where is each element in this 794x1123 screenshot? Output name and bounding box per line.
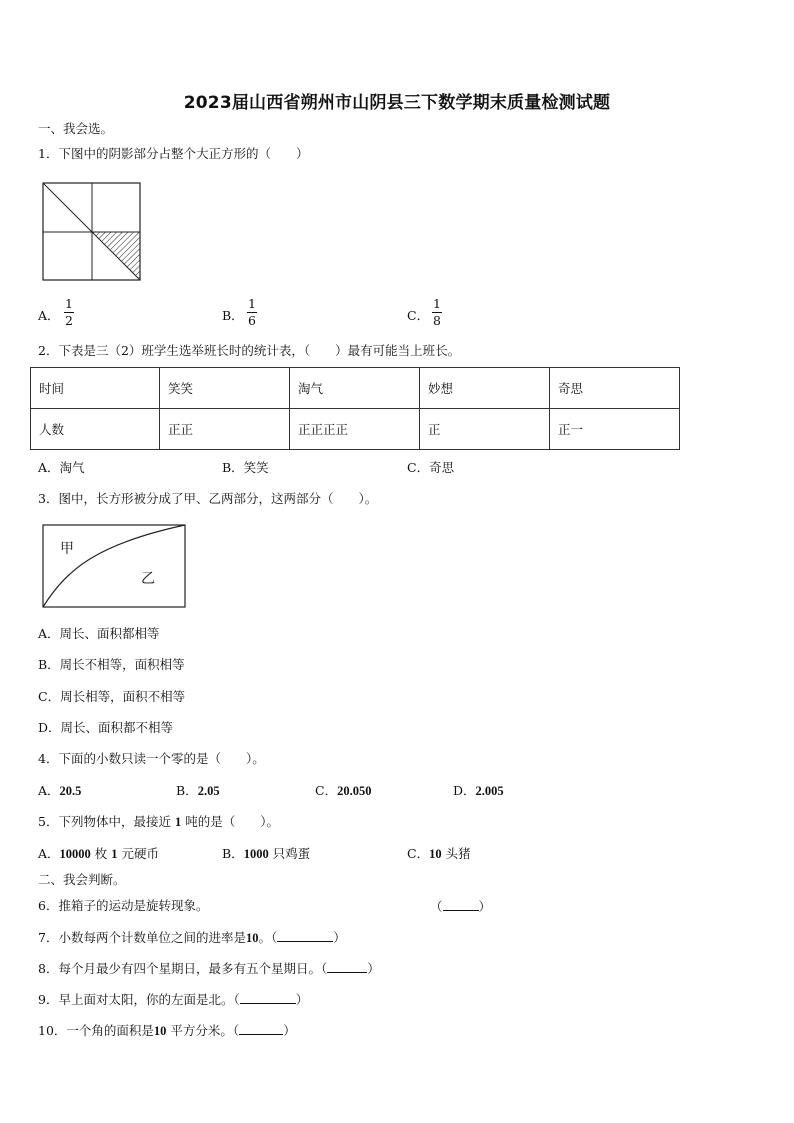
q4-option-a: A．20.5 xyxy=(38,783,82,798)
q9-answer-blank[interactable]: （ ） xyxy=(233,992,309,1007)
q2-option-b: B．笑笑 xyxy=(222,460,269,475)
q1-option-c-fraction xyxy=(432,297,442,328)
q1-c-denominator: 8 xyxy=(433,313,441,328)
q3-option-d: D．周长、面积都不相等 xyxy=(38,720,174,735)
q8-statement: 8．每个月最少有四个星期日，最多有五个星期日。（ ） xyxy=(38,961,380,976)
q1-square-figure xyxy=(42,182,142,282)
q6-answer-blank[interactable]: （ ） xyxy=(430,899,492,914)
q6-statement: 6．推箱子的运动是旋转现象。 xyxy=(38,898,209,913)
q8-answer-blank[interactable]: （ ） xyxy=(320,961,380,976)
q3-option-c: C．周长相等，面积不相等 xyxy=(38,689,186,704)
table-cell: 正正正正 xyxy=(290,409,420,450)
section-1-heading: 一、我会选。 xyxy=(38,121,114,136)
table-cell: 笑笑 xyxy=(160,368,290,409)
table-row xyxy=(31,409,680,450)
table-cell: 淘气 xyxy=(290,368,420,409)
q10-statement: 10．一个角的面积是10 平方分米。（ ） xyxy=(38,1023,296,1038)
q2-stem: 2．下表是三（2）班学生选举班长时的统计表，（ ）最有可能当上班长。 xyxy=(38,343,461,358)
q1-option-c-letter: C． xyxy=(407,308,430,323)
page-title: 2023届山西省朔州市山阴县三下数学期末质量检测试题 xyxy=(183,93,611,113)
q1-option-a-letter: A． xyxy=(38,308,60,323)
table-cell: 奇思 xyxy=(550,368,680,409)
q2-option-a: A．淘气 xyxy=(38,460,85,475)
table-cell: 人数 xyxy=(31,409,160,450)
q7-answer-blank[interactable]: （ ） xyxy=(270,930,346,945)
q3-option-a: A．周长、面积都相等 xyxy=(38,626,160,641)
table-cell: 正 xyxy=(420,409,550,450)
q4-option-b: B．2.05 xyxy=(176,783,220,798)
table-cell: 正一 xyxy=(550,409,680,450)
q3-stem: 3．图中，长方形被分成了甲、乙两部分，这两部分（ ）。 xyxy=(38,491,378,506)
q5-option-a: A．10000 枚 1 元硬币 xyxy=(38,846,160,861)
q4-stem: 4．下面的小数只读一个零的是（ ）。 xyxy=(38,751,265,766)
table-cell: 妙想 xyxy=(420,368,550,409)
q1-a-numerator: 1 xyxy=(65,296,73,311)
q2-option-c: C．奇思 xyxy=(407,460,455,475)
q2-tally-table xyxy=(30,367,680,450)
q1-a-denominator: 2 xyxy=(65,313,73,328)
q3-rectangle-figure xyxy=(42,524,188,610)
q5-stem: 5．下列物体中，最接近 1 吨的是（ ）。 xyxy=(38,814,279,829)
q7-statement: 7．小数每两个计数单位之间的进率是10。（ ） xyxy=(38,930,346,945)
q3-option-b: B．周长不相等，面积相等 xyxy=(38,657,185,672)
q4-option-c: C．20.050 xyxy=(315,783,372,798)
q3-label-yi: 乙 xyxy=(141,571,155,587)
q1-c-numerator: 1 xyxy=(433,296,441,311)
table-cell: 时间 xyxy=(31,368,160,409)
q1-option-b-letter: B． xyxy=(222,308,244,323)
section-2-heading: 二、我会判断。 xyxy=(38,872,126,887)
q1-b-denominator: 6 xyxy=(248,313,256,328)
q9-statement: 9．早上面对太阳，你的左面是北。（ ） xyxy=(38,992,309,1007)
q10-answer-blank[interactable]: （ ） xyxy=(232,1023,296,1038)
q1-b-numerator: 1 xyxy=(248,296,256,311)
q1-option-b-fraction xyxy=(247,297,257,328)
q5-option-b: B．1000 只鸡蛋 xyxy=(222,846,311,861)
table-cell: 正正 xyxy=(160,409,290,450)
q5-option-c: C．10 头猪 xyxy=(407,846,471,861)
table-header-row xyxy=(31,368,680,409)
q4-option-d: D．2.005 xyxy=(453,783,504,798)
q1-stem: 1．下图中的阴影部分占整个大正方形的（ ） xyxy=(38,146,309,161)
q1-option-a-fraction xyxy=(64,297,74,328)
q3-label-jia: 甲 xyxy=(60,541,74,557)
